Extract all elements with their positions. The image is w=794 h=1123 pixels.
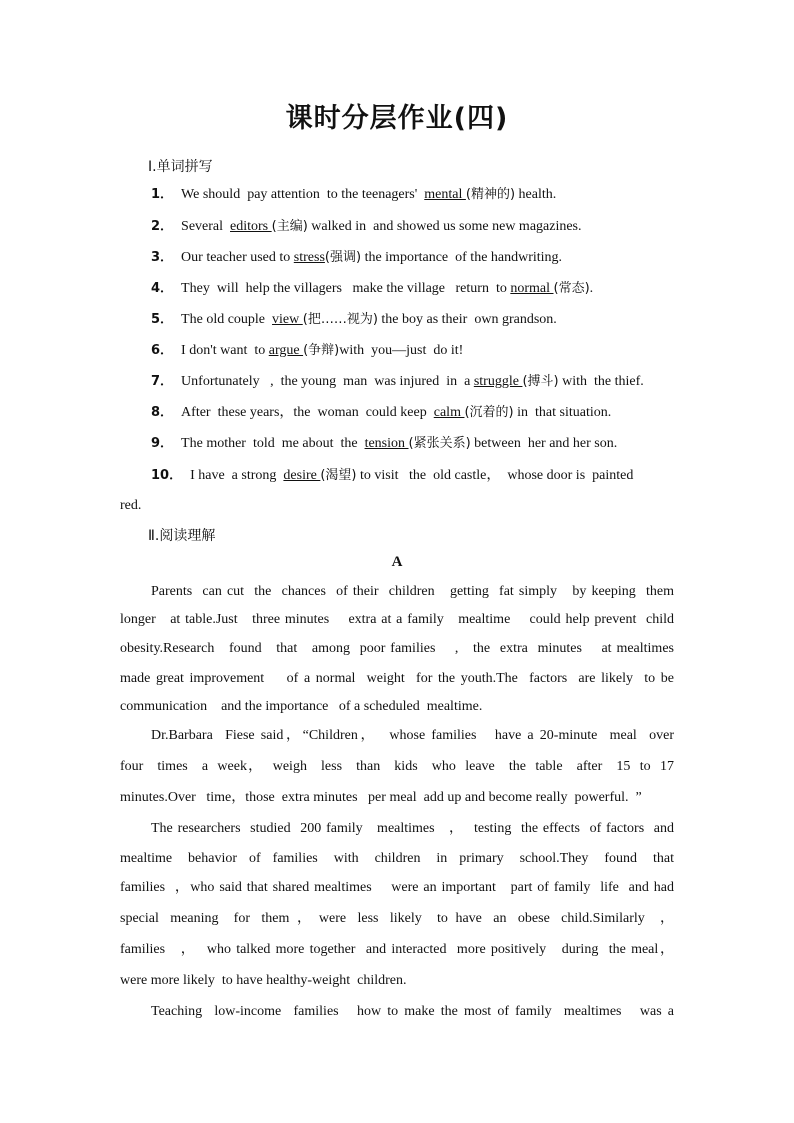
spelling-item bbox=[151, 404, 611, 422]
spelling-item-continuation: red. bbox=[120, 498, 142, 513]
item-text: The old couple bbox=[181, 312, 273, 327]
spelling-item bbox=[151, 373, 644, 391]
item-number: 6． bbox=[151, 343, 174, 358]
item-answer: editors bbox=[230, 219, 272, 234]
item-hint: (紧张关系) bbox=[408, 436, 471, 451]
item-number: 2． bbox=[151, 219, 174, 234]
spelling-item bbox=[151, 435, 617, 453]
item-text: Several bbox=[181, 219, 231, 234]
item-answer: view bbox=[272, 312, 303, 327]
passage-line: families ， who talked more together and interacted more positively during the meal， bbox=[120, 942, 674, 957]
item-number: 5． bbox=[151, 312, 174, 327]
item-hint: (主编) bbox=[271, 219, 308, 234]
item-text: Unfortunately , the young man was injured in a bbox=[181, 374, 474, 389]
passage-line: longer at table.Just three minutes extra at a family mealtime could help prevent child bbox=[120, 612, 674, 627]
item-hint: (强调) bbox=[324, 250, 362, 265]
item-number: 7． bbox=[151, 374, 174, 389]
item-text-end: with you—just do it! bbox=[339, 343, 464, 358]
item-text-end: with the thief. bbox=[558, 374, 644, 389]
item-text: After these years，the woman could keep bbox=[181, 405, 434, 420]
passage-line: four times a week， weigh less than kids who leave the table after 15 to 17 bbox=[120, 759, 674, 774]
spelling-item bbox=[151, 342, 463, 360]
passage-line: Parents can cut the chances of their children getting fat simply by keeping them bbox=[151, 584, 674, 599]
passage-line: Teaching low‐income families how to make the most of family mealtimes was a bbox=[151, 1004, 674, 1019]
spelling-item bbox=[151, 467, 633, 485]
passage-line: minutes.Over time，those extra minutes per meal add up and become really powerful. ” bbox=[120, 790, 642, 805]
passage-line: families ，who said that shared mealtimes were an important part of family life and had bbox=[120, 880, 674, 895]
passage-label: A bbox=[391, 554, 403, 570]
item-number: 9． bbox=[151, 436, 174, 451]
spelling-item bbox=[151, 311, 557, 329]
item-number: 8． bbox=[151, 405, 174, 420]
section-heading-reading: Ⅱ.阅读理解 bbox=[148, 528, 216, 544]
passage-line: special meaning for them ， were less likely to have an obese child.Similarly ， bbox=[120, 911, 674, 926]
item-text-end: to visit the old castle， whose door is painted bbox=[356, 468, 634, 483]
item-number: 3． bbox=[151, 250, 174, 265]
item-hint: (把……视为) bbox=[302, 312, 378, 327]
page-title: 课时分层作业(四) bbox=[285, 103, 509, 134]
item-text-end: the importance of the handwriting. bbox=[361, 250, 563, 265]
spelling-item bbox=[151, 186, 556, 204]
item-answer: normal bbox=[510, 281, 554, 296]
item-answer: calm bbox=[433, 405, 465, 420]
passage-line: mealtime behavior of families with children in primary school.They found that bbox=[120, 851, 674, 866]
item-hint: (渴望) bbox=[320, 468, 357, 483]
item-answer: struggle bbox=[473, 374, 523, 389]
spelling-item bbox=[151, 249, 562, 267]
item-text-end: between her and her son. bbox=[470, 436, 618, 451]
item-text: We should pay attention to the teenagers' bbox=[181, 187, 425, 202]
item-text-end: in that situation. bbox=[513, 405, 612, 420]
item-number: 4． bbox=[151, 281, 174, 296]
passage-line: Dr.Barbara Fiese said，“Children， whose families have a 20‐minute meal over bbox=[151, 728, 674, 743]
passage-line: The researchers studied 200 family mealtimes ， testing the effects of factors and bbox=[151, 821, 674, 836]
item-hint: (常态) bbox=[553, 281, 590, 296]
item-number: 1． bbox=[151, 187, 174, 202]
item-text: I have a strong bbox=[190, 468, 284, 483]
item-hint: (沉着的) bbox=[464, 405, 514, 420]
passage-line: were more likely to have healthy‐weight children. bbox=[120, 973, 407, 988]
section-heading-spelling: Ⅰ.单词拼写 bbox=[148, 159, 213, 175]
passage-line: communication and the importance of a scheduled mealtime. bbox=[120, 699, 483, 714]
item-answer: tension bbox=[364, 436, 409, 451]
spelling-item bbox=[151, 280, 593, 298]
item-text-end: walked in and showed us some new magazines. bbox=[307, 219, 582, 234]
spelling-item bbox=[151, 218, 582, 236]
item-answer: argue bbox=[268, 343, 304, 358]
item-text-end: health. bbox=[515, 187, 557, 202]
item-hint: (搏斗) bbox=[522, 374, 559, 389]
item-answer: stress bbox=[293, 250, 325, 265]
item-text: I don't want to bbox=[181, 343, 269, 358]
item-answer: desire bbox=[283, 468, 321, 483]
item-text: The mother told me about the bbox=[181, 436, 365, 451]
item-text-end: the boy as their own grandson. bbox=[377, 312, 557, 327]
item-number: 10． bbox=[151, 468, 183, 483]
passage-line: obesity.Research found that among poor families , the extra minutes at mealtimes bbox=[120, 641, 674, 656]
item-text: They will help the villagers make the village return to bbox=[181, 281, 511, 296]
passage-line: made great improvement of a normal weight for the youth.The factors are likely to be bbox=[120, 671, 674, 686]
item-hint: (精神的) bbox=[465, 187, 516, 202]
item-text: Our teacher used to bbox=[181, 250, 294, 265]
item-answer: mental bbox=[424, 187, 466, 202]
item-hint: (争辩) bbox=[303, 343, 340, 358]
item-text-end: . bbox=[589, 281, 594, 296]
